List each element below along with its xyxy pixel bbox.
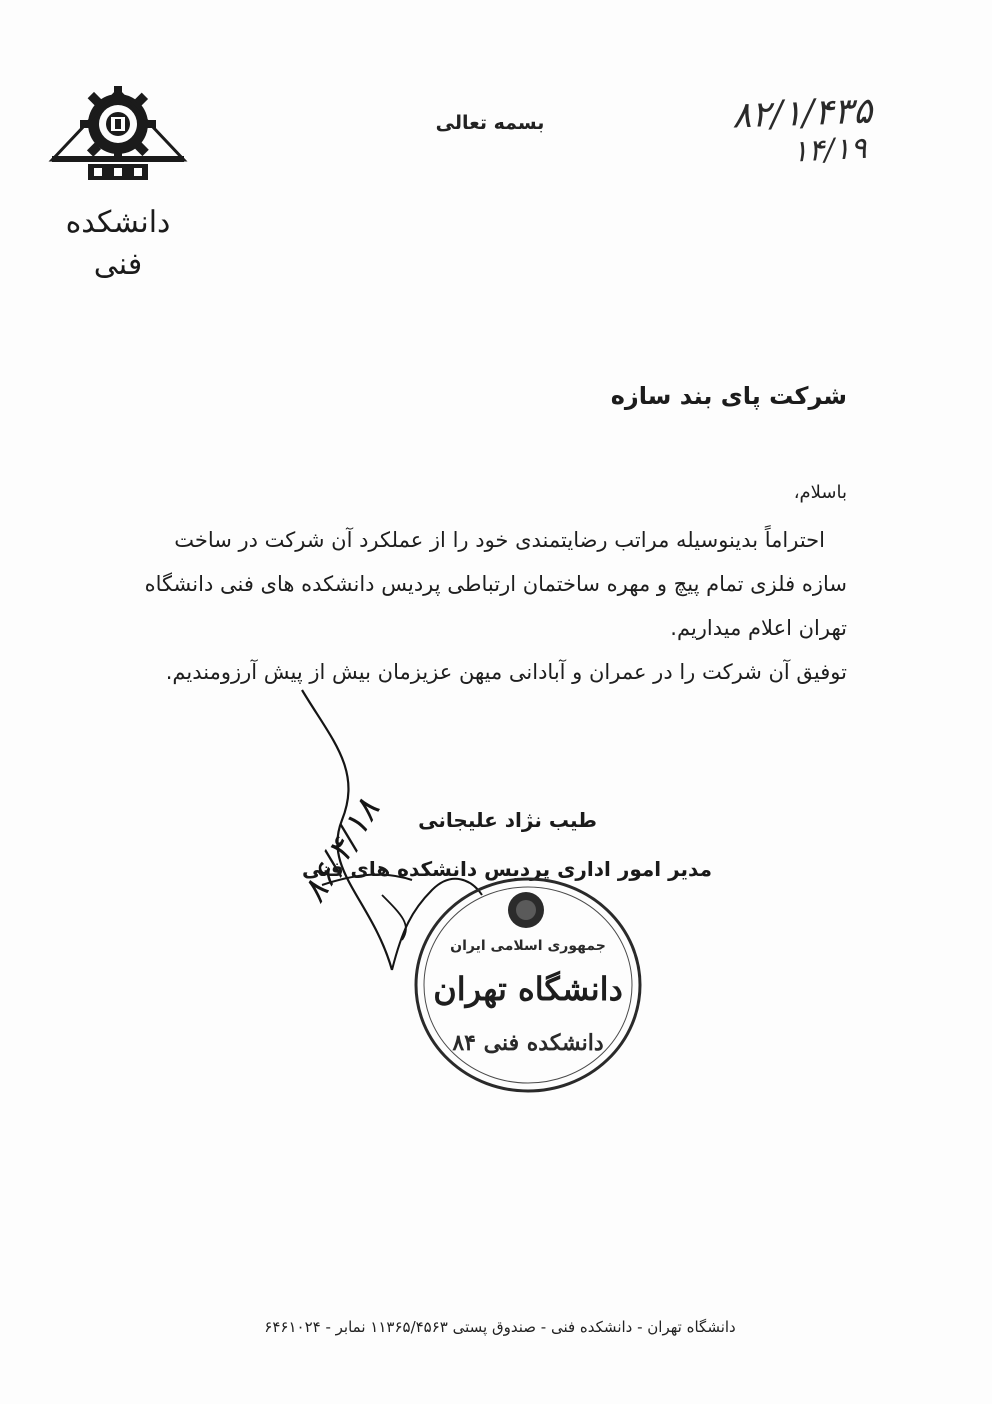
salutation: باسلام، bbox=[793, 482, 847, 503]
letter-body bbox=[127, 478, 847, 694]
logo-text-line2: فنی bbox=[93, 247, 143, 282]
signatory-title: مدیر امور اداری پردیس دانشکده های فنی bbox=[302, 857, 712, 881]
letter-invocation: بسمه تعالی bbox=[435, 112, 545, 134]
stamp-seal-icon bbox=[408, 870, 648, 1100]
stamp-text-middle: دانشگاه تهران bbox=[433, 970, 623, 1008]
recipient-name: شرکت پای بند سازه bbox=[610, 382, 847, 410]
faculty-emblem-icon bbox=[48, 82, 188, 297]
stamp-text-bottom: دانشکده فنی ۸۴ bbox=[452, 1030, 604, 1056]
logo-text-line1: دانشکده bbox=[65, 205, 171, 240]
letter-footer: دانشگاه تهران - دانشکده فنی - صندوق پستی ۱۱۳۶۵/۴۵۶۳ نمابر - ۶۴۶۱۰۲۴ bbox=[264, 1318, 736, 1336]
stamp-text-top: جمهوری اسلامی ایران bbox=[450, 938, 606, 954]
body-paragraph-1: احتراماً بدینوسیله مراتب رضایتمندی خود را از عملکرد آن شرکت در ساخت سازه فلزی تمام پیچ و مهره ساختمان ارتباطی پردیس دانشکده های فنی دانشگاه تهران اعلام میداریم. bbox=[144, 528, 847, 640]
reference-date: ۱۴/۱۹ bbox=[791, 130, 868, 170]
body-paragraph-2: توفیق آن شرکت را در عمران و آبادانی میهن عزیزمان بیش از پیش آرزومندیم. bbox=[165, 660, 847, 684]
official-stamp bbox=[408, 870, 648, 1100]
reference-number: ۸۲/۱/۴۳۵ bbox=[731, 90, 873, 137]
signatory-name: طیب نژاد علیجانی bbox=[418, 808, 597, 832]
faculty-logo bbox=[48, 82, 188, 297]
handwritten-date: ۸۶/۴/۱۸ bbox=[293, 791, 389, 910]
reference-block bbox=[731, 90, 932, 170]
